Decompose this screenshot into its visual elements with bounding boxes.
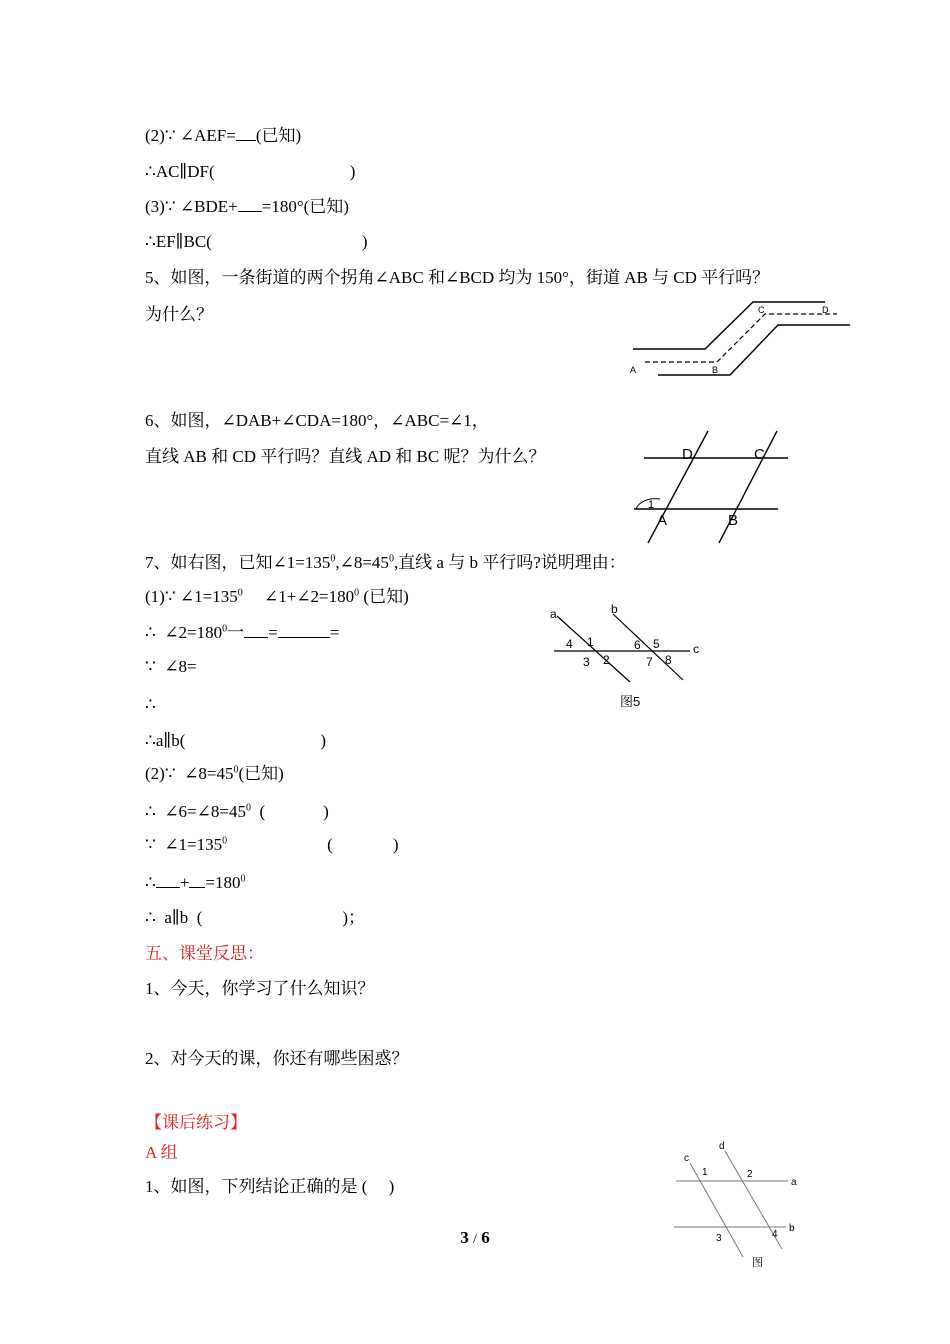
- question-5-why: 为什么？: [145, 305, 213, 324]
- street-label-d: D: [822, 305, 829, 315]
- step-7: ∴ $\angle 6=\angle 8=45^0$ ( ): [145, 802, 329, 821]
- page-number: 3 / 6: [460, 1228, 490, 1247]
- line-3-bde: (3)∵ ∠BDE+ =180°(已知): [145, 197, 349, 216]
- fig5-angle-4: 4: [566, 637, 573, 651]
- fig5-angle-5: 5: [653, 637, 660, 651]
- exercise-label-a: a: [791, 1177, 797, 1188]
- figure-5: [545, 600, 715, 715]
- step-4: ∴: [145, 695, 156, 714]
- exercise-angle-3: 3: [716, 1233, 722, 1244]
- reflection-2: 2、对今天的课，你还有哪些困惑？: [145, 1049, 409, 1068]
- fig5-label-a: a: [550, 607, 557, 621]
- step-10: ∴ a∥b ( )；: [145, 908, 366, 927]
- parallelogram-label-a: A: [657, 512, 668, 529]
- step-1: (1)∵ $\angle 1=135^0$ $\angle 1+\angle 2=180^0$ (已知): [145, 587, 409, 606]
- fig5-angle-7: 7: [646, 655, 653, 669]
- exercise-angle-4: 4: [772, 1229, 778, 1240]
- step-6: (2)∵ $\angle 8=45^0$(已知): [145, 764, 284, 783]
- section-heading-reflection: 五、课堂反思：: [145, 944, 264, 963]
- parallelogram-figure: [630, 428, 790, 548]
- fig5-angle-2: 2: [603, 653, 610, 667]
- parallelogram-angle-1: 1: [648, 499, 655, 511]
- exercise-caption: 图: [752, 1257, 763, 1269]
- group-a-heading: A 组: [145, 1143, 178, 1162]
- fig5-angle-1: 1: [587, 635, 594, 649]
- fig5-angle-3: 3: [583, 655, 590, 669]
- exercise-label-b: b: [789, 1223, 795, 1234]
- homework-heading: 【课后练习】: [145, 1113, 247, 1132]
- step-8: ∵ $\angle 1=135^0$ ( ): [145, 835, 399, 854]
- parallelogram-label-b: B: [728, 512, 739, 529]
- step-9: ∴ + $=180^0$: [145, 873, 246, 892]
- question-6-b: 直线 AB 和 CD 平行吗？直线 AD 和 BC 呢？为什么？: [145, 447, 546, 466]
- reflection-1: 1、今天，你学习了什么知识？: [145, 979, 375, 998]
- street-label-b: B: [712, 365, 719, 375]
- parallelogram-label-d: D: [682, 446, 693, 463]
- homework-question-1: 1、如图，下列结论正确的是 ( ): [145, 1177, 395, 1196]
- step-5: ∴a∥b( ): [145, 731, 327, 750]
- line-ef-bc: ∴EF∥BC( ): [145, 232, 368, 251]
- fig5-angle-6: 6: [634, 638, 641, 652]
- street-label-a: A: [630, 365, 637, 375]
- exercise-label-d: d: [719, 1141, 725, 1152]
- line-2-aef: (2)∵ ∠AEF= (已知): [145, 126, 302, 145]
- exercise-angle-1: 1: [702, 1167, 708, 1178]
- fig5-label-c: c: [693, 642, 699, 656]
- question-7: 7、如右图，已知$\angle 1=135^0,\angle 8=45^0$,直线 a 与 b 平行吗?说明理由：: [145, 553, 626, 572]
- street-label-c: C: [758, 305, 765, 315]
- line-ac-df: ∴AC∥DF( ): [145, 162, 356, 181]
- fig5-angle-8: 8: [665, 653, 672, 667]
- exercise-angle-2: 2: [747, 1169, 753, 1180]
- fig5-caption: 图5: [620, 694, 641, 709]
- question-6: 6、如图，∠DAB+∠CDA=180°，∠ABC=∠1，: [145, 411, 489, 430]
- fig5-label-b: b: [611, 602, 618, 616]
- exercise-figure: [670, 1135, 810, 1270]
- step-3: ∵ ∠8=: [145, 657, 197, 676]
- step-2: ∴ $\angle 2=180^0$一 = =: [145, 623, 340, 642]
- question-5: 5、如图，一条街道的两个拐角∠ABC 和∠BCD 均为 150°，街道 AB 与 CD 平行吗？: [145, 268, 770, 287]
- parallelogram-label-c: C: [754, 446, 765, 463]
- street-figure: [625, 295, 855, 380]
- exercise-label-c: c: [684, 1153, 689, 1164]
